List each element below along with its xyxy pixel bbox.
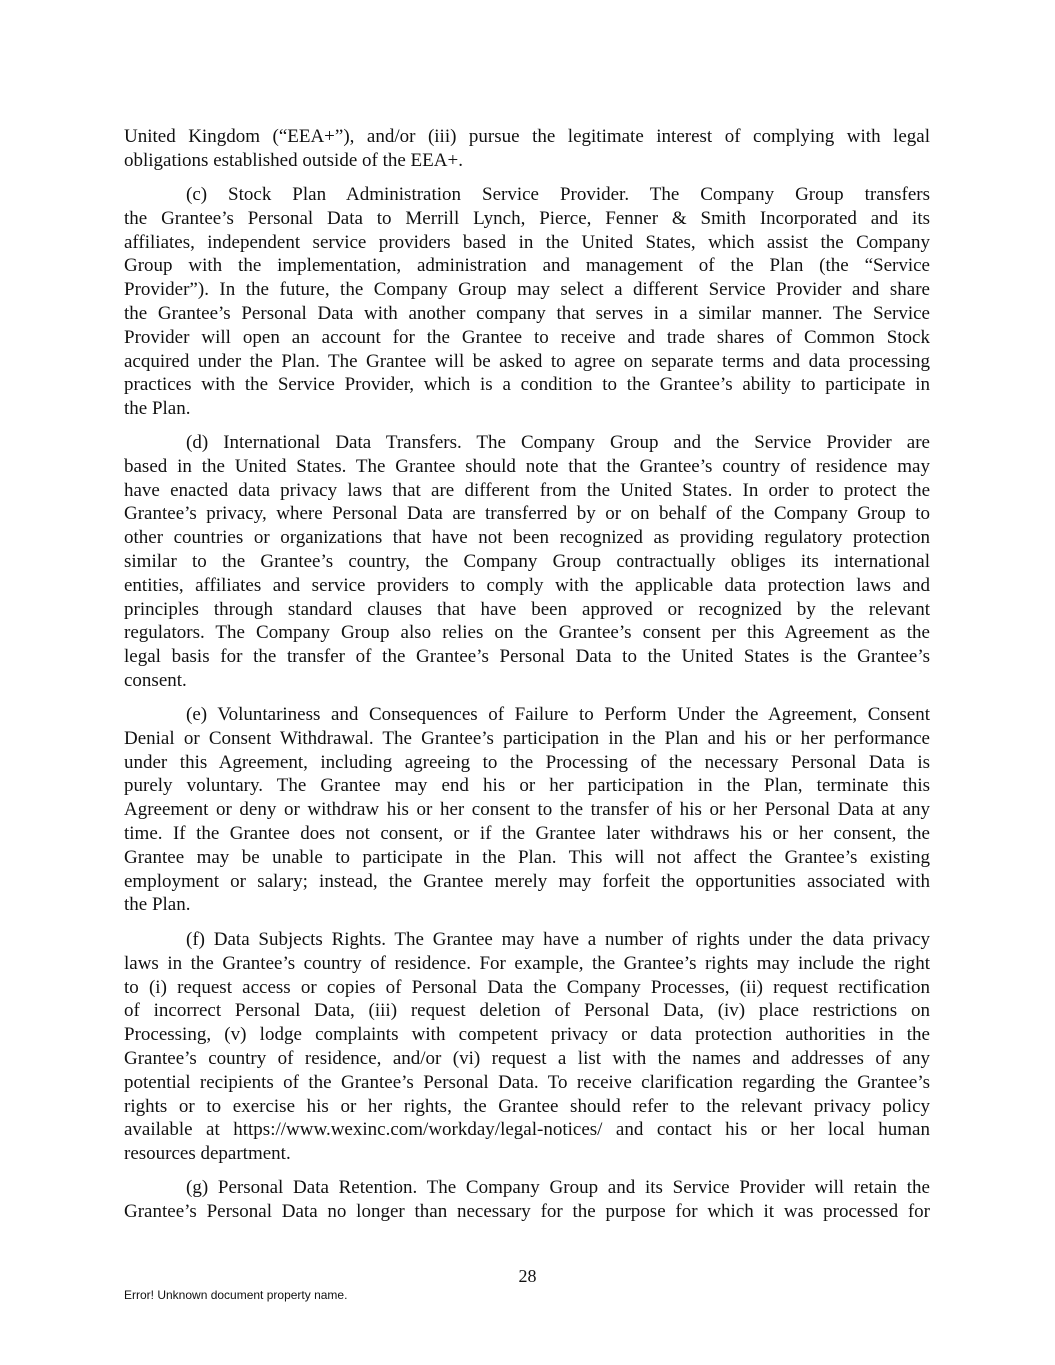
- text-line: potential recipients of the Grantee’s Personal Data. To receive clarification regarding the Grantee’s: [124, 1071, 930, 1093]
- text-line: Grantee may be unable to participate in the Plan. This will not affect the Grantee’s existing: [124, 846, 930, 868]
- text-line: the Plan.: [124, 894, 191, 916]
- text-line: obligations established outside of the EEA+.: [124, 149, 463, 171]
- text-line: Grantee’s country of residence, and/or (vi) request a list with the names and addresses of any: [124, 1048, 930, 1069]
- text-line: Provider”). In the future, the Company Group may select a different Service Provider and share: [124, 279, 930, 301]
- text-line: acquired under the Plan. The Grantee will be asked to agree on separate terms and data processing: [124, 350, 930, 372]
- text-line: (e) Voluntariness and Consequences of Failure to Perform Under the Agreement, Consent: [186, 704, 930, 725]
- text-line: Grantee’s privacy, where Personal Data are transferred by or on behalf of the Company Group to: [124, 503, 930, 525]
- text-line: practices with the Service Provider, which is a condition to the Grantee’s ability to participate in: [124, 374, 930, 396]
- text-line: time. If the Grantee does not consent, or if the Grantee later withdraws his or her consent, the: [124, 823, 930, 844]
- text-line: rights or to exercise his or her rights, the Grantee should refer to the relevant privacy policy: [124, 1095, 930, 1117]
- text-line: laws in the Grantee’s country of residence. For example, the Grantee’s rights may include the right: [124, 952, 930, 974]
- text-line: other countries or organizations that have not been recognized as providing regulatory protection: [124, 527, 930, 549]
- text-line: have enacted data privacy laws that are different from the United States. In order to protect the: [124, 479, 930, 501]
- text-line: purely voluntary. The Grantee may end his or her participation in the Plan, terminate this: [124, 775, 930, 797]
- text-line: the Plan.: [124, 398, 191, 420]
- text-line: available at https://www.wexinc.com/workday/legal-notices/ and contact his or her local human: [124, 1119, 930, 1141]
- text-line: based in the United States. The Grantee should note that the Grantee’s country of residence may: [124, 455, 930, 477]
- page-number: 28: [518, 1266, 537, 1286]
- text-line: (f) Data Subjects Rights. The Grantee may have a number of rights under the data privacy: [186, 929, 930, 950]
- text-line: Provider will open an account for the Grantee to receive and trade shares of Common Stock: [124, 326, 930, 348]
- text-line: (d) International Data Transfers. The Company Group and the Service Provider are: [186, 432, 930, 453]
- text-line: of incorrect Personal Data, (iii) request deletion of Personal Data, (iv) place restrictions on: [124, 1000, 930, 1022]
- text-line: to (i) request access or copies of Personal Data the Company Processes, (ii) request rectification: [124, 976, 930, 998]
- text-line: the Grantee’s Personal Data to Merrill Lynch, Pierce, Fenner & Smith Incorporated and its: [124, 207, 930, 229]
- text-line: employment or salary; instead, the Grantee merely may forfeit the opportunities associated with: [124, 870, 930, 892]
- text-line: United Kingdom (“EEA+”), and/or (iii) pursue the legitimate interest of complying with legal: [124, 126, 930, 147]
- text-line: Denial or Consent Withdrawal. The Grantee’s participation in the Plan and his or her performance: [124, 727, 930, 749]
- text-line: entities, affiliates and service providers to comply with the applicable data protection laws and: [124, 574, 930, 596]
- text-line: Group with the implementation, administration and management of the Plan (the “Service: [124, 255, 930, 277]
- text-line: Agreement or deny or withdraw his or her consent to the transfer of his or her Personal Data at any: [124, 799, 930, 821]
- text-line: Processing, (v) lodge complaints with competent privacy or data protection authorities in the: [124, 1024, 930, 1046]
- footer-error-text: Error! Unknown document property name.: [124, 1288, 348, 1302]
- text-line: legal basis for the transfer of the Grantee’s Personal Data to the United States is the Grantee’s: [124, 646, 930, 668]
- text-line: (g) Personal Data Retention. The Company Group and its Service Provider will retain the: [186, 1177, 930, 1198]
- text-line: affiliates, independent service providers based in the United States, which assist the Company: [124, 231, 930, 253]
- text-line: consent.: [124, 670, 187, 691]
- text-line: Grantee’s Personal Data no longer than necessary for the purpose for which it was processed for: [124, 1200, 930, 1222]
- text-line: regulators. The Company Group also relies on the Grantee’s consent per this Agreement as the: [124, 622, 930, 644]
- text-line: resources department.: [124, 1143, 291, 1165]
- text-line: (c) Stock Plan Administration Service Provider. The Company Group transfers: [186, 184, 930, 205]
- text-line: under this Agreement, including agreeing to the Processing of the necessary Personal Data is: [124, 751, 930, 773]
- text-line: the Grantee’s Personal Data with another company that serves in a similar manner. The Service: [124, 303, 930, 324]
- text-line: principles through standard clauses that have been approved or recognized by the relevant: [124, 598, 930, 620]
- text-line: similar to the Grantee’s country, the Company Group contractually obliges its international: [124, 551, 930, 572]
